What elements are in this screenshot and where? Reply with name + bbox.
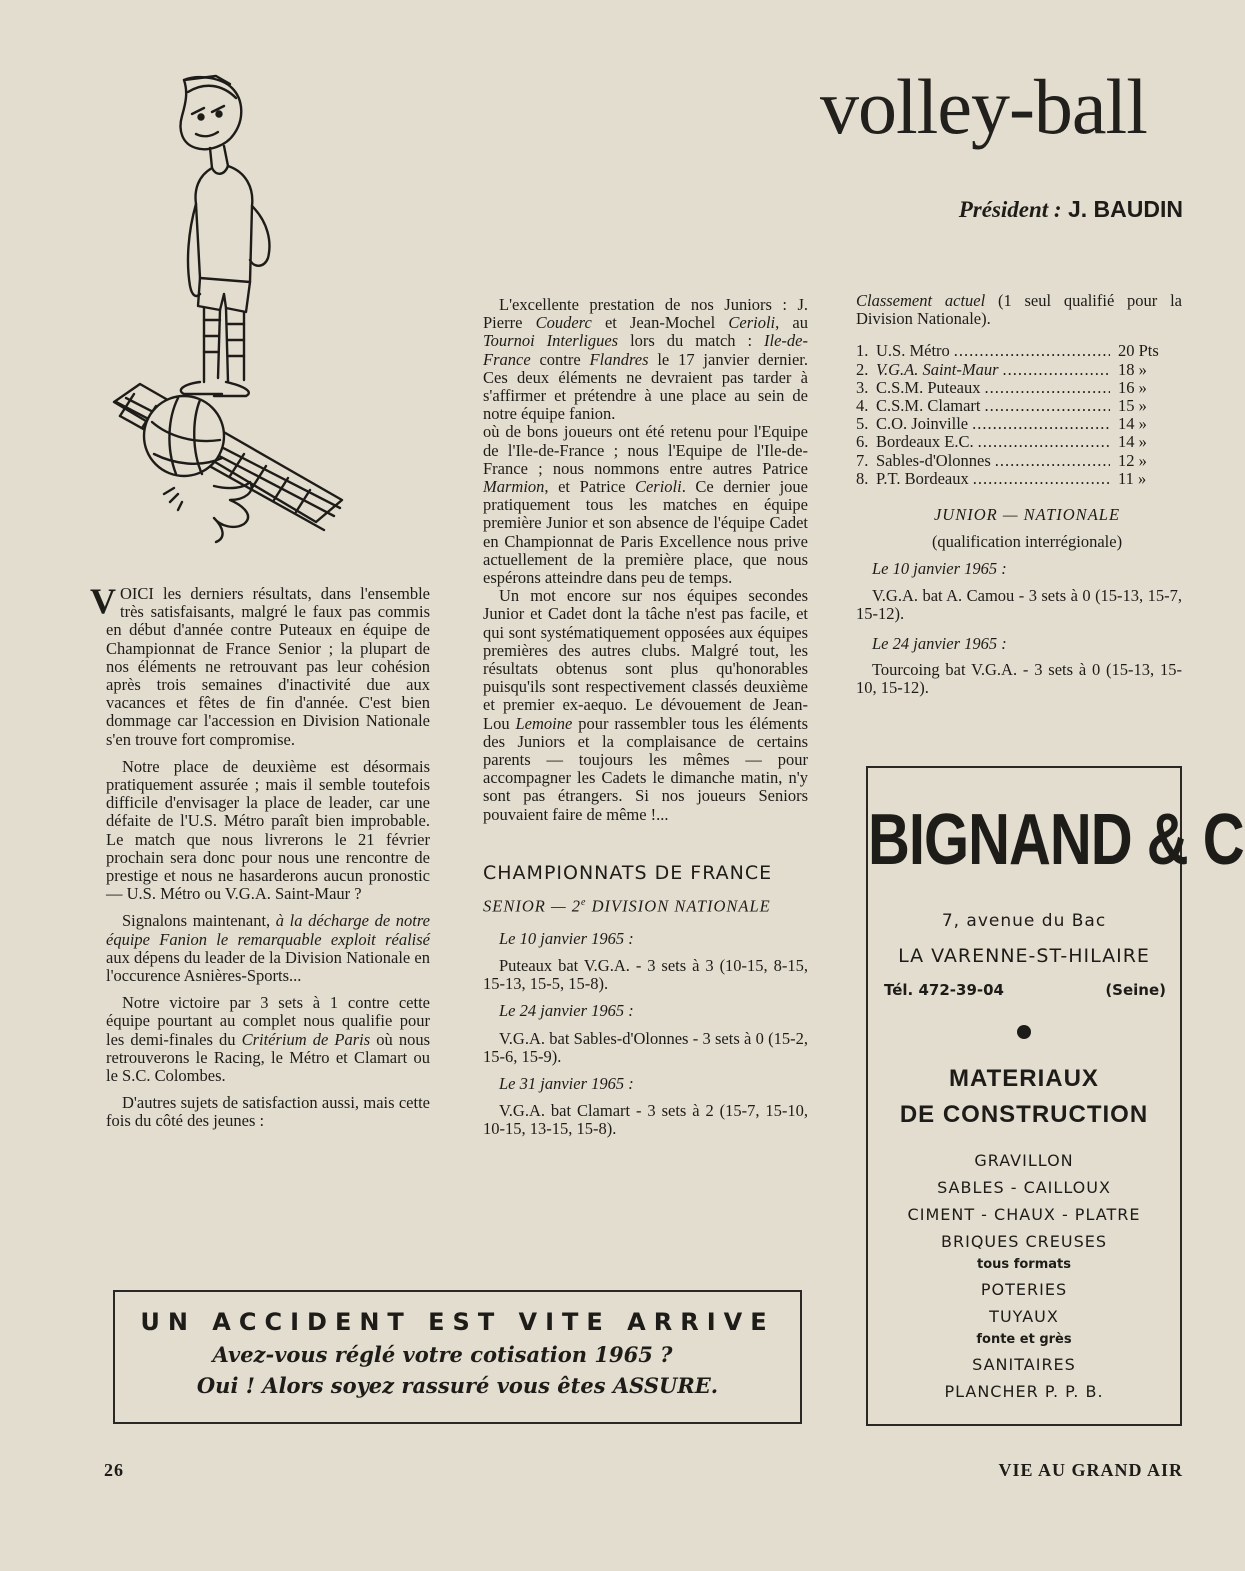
points: 18 »	[1118, 359, 1147, 379]
advertisement-bignand	[866, 766, 1244, 1426]
paragraph	[483, 296, 808, 423]
result-text: Puteaux bat V.G.A. - 3 sets à 3 (10-15, 8-15, 15-13, 15-5, 15-8).	[483, 956, 808, 994]
leader-dots	[985, 397, 1110, 415]
text: et Jean-Mochel	[591, 313, 729, 333]
points: 20 Pts	[1118, 341, 1159, 361]
paragraph: D'autres sujets de satisfaction aussi, mais cette fois du côté des jeunes :	[106, 1093, 430, 1131]
ad-region: (Seine)	[1105, 981, 1166, 999]
ad-item: POTERIES	[980, 1280, 1068, 1299]
result-text: V.G.A. bat Clamart - 3 sets à 2 (15-7, 15-10, 10-15, 13-15, 15-8).	[483, 1101, 808, 1139]
intro-text: OICI les derniers résultats, dans l'ensemble très satisfaisants, malgré le faux pas commis en début d'année contre Puteaux en équipe de Championnat de France Senior ; la plupart de nos éléments ne retrouvant pas leur cohésion après trois semaines d'inactivité due aux vacances et fêtes de fin d'année. C'est bien dommage car l'accession en Division Nationale s'en trouve fort compromise.	[106, 584, 430, 749]
text: aux dépens du leader de la Division Nationale en l'occurence Asnières-Sports...	[106, 947, 430, 986]
magazine-name: VIE AU GRAND AIR	[998, 1460, 1183, 1480]
page-number: 26	[104, 1460, 124, 1480]
leader-dots	[985, 379, 1110, 397]
text: , et Patrice	[544, 477, 635, 497]
rank: 7.	[856, 450, 869, 470]
bullet-dot	[1017, 1025, 1031, 1039]
emphasis: à la décharge de notre équipe Fanion le remarquable exploit réalisé	[106, 911, 430, 949]
leader-dots	[1003, 361, 1110, 379]
paragraph: Notre place de deuxième est désormais pratiquement assurée ; mais il semble toutefois difficile d'envisager la place de leader, car une défaite de l'U.S. Métro paraît bien improbable. Le match que nous livrerons le 21 février prochain sera donc pour nous une rencontre de prestige et nous ne hasarderons aucun pronostic — U.S. Métro ou V.G.A. Saint-Maur ?	[106, 756, 430, 904]
emphasis: Lemoine	[515, 713, 573, 733]
leader-dots	[972, 415, 1110, 433]
text: (1 seul qualifié pour la Division Nationale).	[856, 291, 1182, 329]
text: contre	[530, 349, 590, 369]
standings-table	[856, 342, 1182, 488]
points: 14 »	[1118, 414, 1147, 434]
emphasis: Cerioli	[728, 313, 776, 333]
ad-heading: MATERIAUX	[949, 1065, 1099, 1092]
dropcap: V	[90, 581, 116, 621]
points: 14 »	[1118, 432, 1147, 452]
notice-line: Avez-vous réglé votre cotisation 1965 ?	[212, 1342, 673, 1367]
text: L'excellente prestation de nos Juniors : J. Pierre	[483, 295, 808, 333]
ad-item: SANITAIRES	[972, 1355, 1076, 1374]
standings-row	[856, 452, 1182, 470]
emphasis: Flandres	[589, 349, 649, 369]
intro-paragraph	[90, 581, 430, 749]
president-name: J. BAUDIN	[1067, 196, 1183, 222]
points: 15 »	[1118, 395, 1147, 415]
article-column-3	[856, 292, 1182, 707]
result-date: Le 24 janvier 1965 :	[872, 633, 1007, 653]
team: P.T. Bordeaux	[876, 468, 969, 488]
superscript: e	[581, 897, 587, 909]
article-column-1	[90, 581, 431, 1140]
team: C.S.M. Clamart	[876, 395, 981, 415]
standings-row	[856, 470, 1182, 488]
president-label: Président :	[958, 197, 1062, 222]
paragraph	[483, 423, 808, 587]
team: V.G.A. Saint-Maur	[876, 359, 999, 379]
text: Signalons maintenant,	[122, 911, 276, 931]
text: DIVISION NATIONALE	[586, 896, 771, 916]
emphasis: Critérium de Paris	[241, 1029, 371, 1049]
paragraph	[106, 912, 430, 985]
ad-brand	[868, 798, 1244, 882]
ad-note: fonte et grès	[976, 1332, 1072, 1347]
emphasis: Cerioli	[634, 477, 682, 497]
points: 11 »	[1118, 468, 1147, 488]
points: 16 »	[1118, 377, 1147, 397]
emphasis: Ile-de-France	[483, 331, 808, 369]
emphasis: Tournoi Interligues	[483, 331, 619, 351]
standings-row	[856, 415, 1182, 433]
standings-row	[856, 379, 1182, 397]
rank: 6.	[856, 432, 869, 452]
ad-item: SABLES - CAILLOUX	[937, 1178, 1111, 1197]
leader-dots	[973, 470, 1110, 488]
result-text: V.G.A. bat Sables-d'Olonnes - 3 sets à 0 (15-2, 15-6, 15-9).	[483, 1028, 808, 1066]
ad-item: GRAVILLON	[974, 1151, 1074, 1170]
result-date: Le 10 janvier 1965 :	[872, 559, 1007, 579]
standings-row	[856, 361, 1182, 379]
section-heading: CHAMPIONNATS DE FRANCE	[483, 861, 773, 884]
rank: 2.	[856, 359, 869, 379]
result-date: Le 24 janvier 1965 :	[499, 1001, 634, 1021]
junior-subheading: (qualification interrégionale)	[931, 532, 1123, 552]
ad-phone-row	[884, 981, 1166, 999]
ad-item: CIMENT - CHAUX - PLATRE	[907, 1205, 1141, 1224]
standings-row	[856, 397, 1182, 415]
text: pour rassembler tous les éléments des Juniors et la complaisance de certains parents — toujours les mêmes — pour accompagner les Cadets le dimanche matin, n'y sont pas étrangers. Si nos joueurs Seniors pouvaient faire de même !...	[483, 713, 808, 824]
rank: 1.	[856, 341, 869, 361]
rank: 8.	[856, 468, 869, 488]
ad-item: BRIQUES CREUSES	[941, 1232, 1107, 1251]
standings-intro	[856, 292, 1182, 328]
leader-dots	[978, 433, 1110, 451]
ad-heading: DE CONSTRUCTION	[899, 1101, 1149, 1128]
team: Bordeaux E.C.	[876, 432, 974, 452]
ad-address: 7, avenue du Bac	[941, 911, 1107, 931]
emphasis: Couderc	[535, 313, 592, 333]
text: où nous retrouverons le Racing, le Métro et Clamart ou le S.C. Colombes.	[106, 1029, 431, 1086]
notice-heading: UN ACCIDENT EST VITE ARRIVE	[140, 1308, 775, 1336]
team: U.S. Métro	[876, 341, 950, 361]
division-subheading	[483, 894, 808, 916]
leader-dots	[995, 452, 1110, 470]
leader-dots	[954, 342, 1110, 360]
text: . Ce dernier joue pratiquement tous les matches en équipe première Junior et son absence de l'équipe Cadet en Championnat de Paris Excellence nous prive actuellement de la première place, que nous espérons atteindre dans peu de temps.	[483, 477, 808, 588]
ad-note: tous formats	[977, 1257, 1071, 1272]
text: où de bons joueurs ont été retenu pour l'Equipe de l'Ile-de-France ; nous l'Equipe de l'Ile-de-France ; nous nommons entre autres Patrice	[483, 422, 808, 478]
text: SENIOR — 2	[483, 896, 581, 916]
team: Sables-d'Olonnes	[876, 450, 991, 470]
president-credit	[959, 196, 1183, 223]
article-column-2	[483, 296, 808, 1148]
volleyball-player-illustration	[104, 72, 356, 544]
text: le 17 janvier dernier. Ces deux éléments ne devraient pas tarder à s'affirmer et prétendre à une place au sein de notre équipe fanion.	[483, 349, 808, 424]
result-text: V.G.A. bat A. Camou - 3 sets à 0 (15-13, 15-7, 15-12).	[856, 585, 1182, 623]
text: lors du match :	[618, 331, 765, 351]
text: , au	[775, 313, 808, 333]
ad-item: PLANCHER P. P. B.	[944, 1382, 1104, 1401]
emphasis: Classement actuel	[856, 291, 986, 310]
page-title: volley-ball	[820, 63, 1147, 150]
membership-notice	[113, 1290, 802, 1424]
ad-item: TUYAUX	[989, 1307, 1059, 1326]
standings-row	[856, 342, 1182, 360]
team: C.S.M. Puteaux	[876, 377, 981, 397]
rank: 5.	[856, 414, 869, 434]
brand-text: BIGNAND & C	[868, 798, 1244, 881]
text: Notre victoire par 3 sets à 1 contre cette équipe pourtant au complet nous qualifie pour les demi-finales du	[106, 993, 430, 1049]
result-text: Tourcoing bat V.G.A. - 3 sets à 0 (15-13, 15-10, 15-12).	[856, 660, 1182, 698]
rank: 4.	[856, 395, 869, 415]
junior-heading: JUNIOR — NATIONALE	[933, 504, 1121, 524]
text: Un mot encore sur nos équipes secondes Junior et Cadet dont la tâche n'est pas facile, et qui sont systématiquement opposées aux équipes premières des autres clubs. Malgré tout, les résultats obtenus sont plus qu'honorables puisqu'ils sont respectivement classés deuxième et premier ex-aequo. Le dévouement de Jean-Lou	[483, 586, 808, 733]
emphasis: Marmion	[483, 477, 545, 497]
result-date: Le 31 janvier 1965 :	[499, 1074, 634, 1094]
notice-line: Oui ! Alors soyez rassuré vous êtes ASSURE.	[196, 1373, 719, 1398]
team: C.O. Joinville	[876, 414, 969, 434]
ad-city: LA VARENNE-ST-HILAIRE	[898, 945, 1150, 967]
standings-row	[856, 433, 1182, 451]
result-date: Le 10 janvier 1965 :	[499, 928, 634, 948]
paragraph	[483, 587, 808, 824]
points: 12 »	[1118, 450, 1147, 470]
rank: 3.	[856, 377, 869, 397]
ad-phone: Tél. 472-39-04	[884, 981, 1004, 999]
paragraph	[106, 994, 430, 1085]
